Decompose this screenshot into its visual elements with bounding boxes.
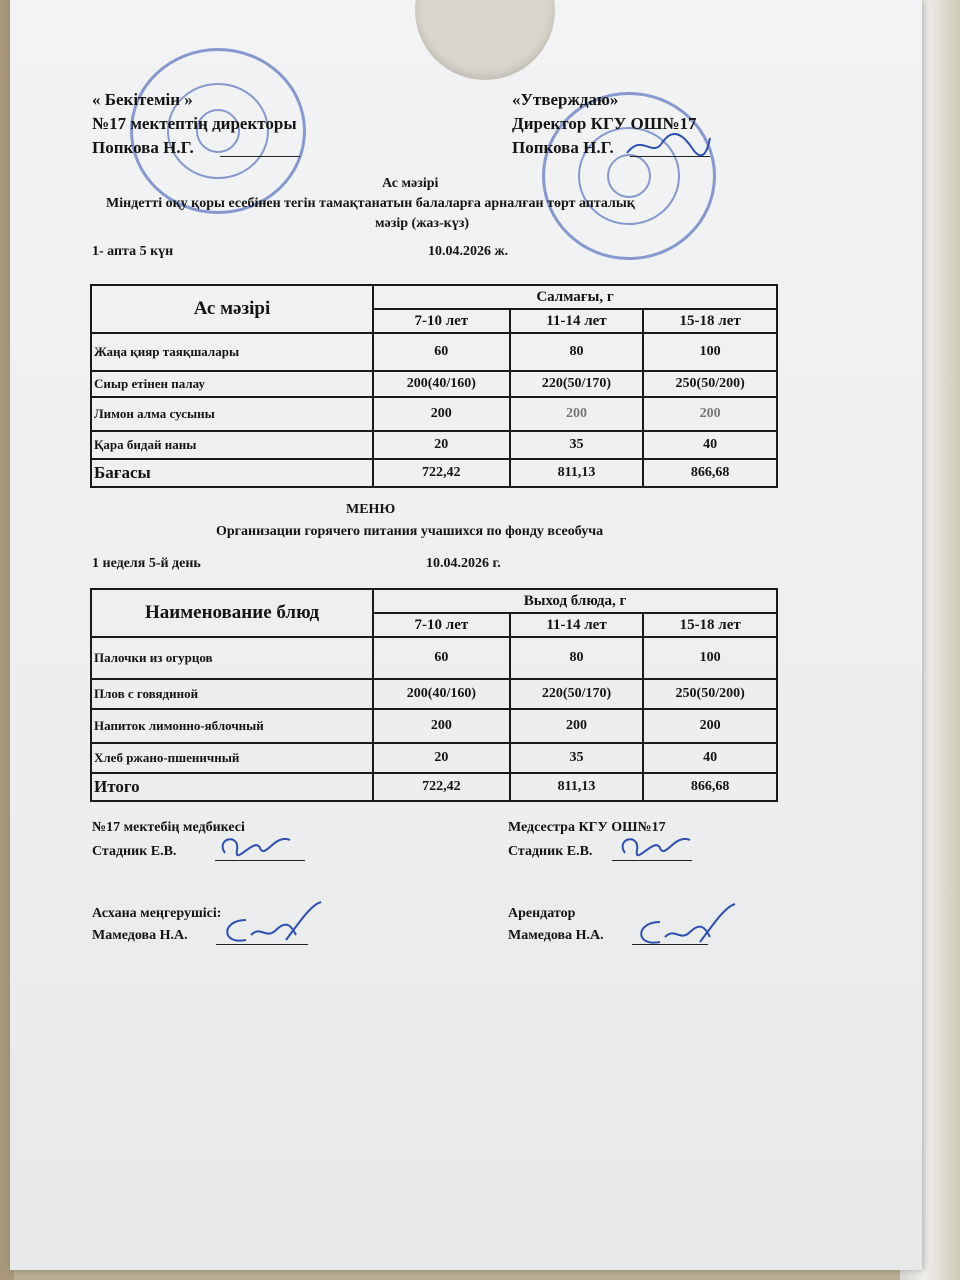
- canteen-ru-role: Арендатор: [508, 906, 576, 921]
- dish-value: 35: [510, 431, 644, 459]
- nurse-ru-name: Стадник Е.В.: [508, 844, 593, 859]
- ru-subtitle: Организации горячего питания учашихся по фонду всеобуча: [216, 524, 604, 539]
- approve-right: «Утверждаю»: [512, 90, 619, 109]
- dish-value: 200: [510, 709, 644, 743]
- ru-menu-table: [90, 588, 778, 802]
- nurse-ru-role: Медсестра КГУ ОШ№17: [508, 820, 666, 835]
- dish-name: Палочки из огурцов: [91, 637, 373, 679]
- dish-name: Қара бидай наны: [91, 431, 373, 459]
- age-header: 11-14 лет: [510, 309, 644, 333]
- ru-title: МЕНЮ: [346, 502, 396, 517]
- nurse-kz-role: №17 мектебің медбикесі: [92, 820, 245, 835]
- dish-value: 220(50/170): [510, 679, 644, 709]
- dish-name: Плов с говядиной: [91, 679, 373, 709]
- dish-value: 60: [373, 637, 510, 679]
- position-left: №17 мектептің директоры: [92, 114, 297, 133]
- ru-week: 1 неделя 5-й день: [92, 556, 201, 571]
- total-value: 866,68: [643, 773, 777, 801]
- dish-value: 200(40/160): [373, 371, 510, 397]
- canteen-kz-name: Мамедова Н.А.: [92, 928, 188, 943]
- total-row: [91, 459, 777, 487]
- table-row: [91, 371, 777, 397]
- table-row: [91, 397, 777, 431]
- nurse-signature: [215, 828, 295, 864]
- dish-value: 200: [643, 709, 777, 743]
- dish-value: 40: [643, 743, 777, 773]
- total-value: 811,13: [510, 459, 644, 487]
- dish-value: 20: [373, 431, 510, 459]
- kz-week: 1- апта 5 күн: [92, 244, 174, 259]
- nurse-kz-name: Стадник Е.В.: [92, 844, 177, 859]
- dish-name: Лимон алма сусыны: [91, 397, 373, 431]
- table-row: [91, 709, 777, 743]
- dish-value: 100: [643, 333, 777, 371]
- dish-value: 200: [643, 397, 777, 431]
- dish-name: Сиыр етінен палау: [91, 371, 373, 397]
- dish-value: 40: [643, 431, 777, 459]
- age-header: 15-18 лет: [643, 309, 777, 333]
- total-value: 722,42: [373, 459, 510, 487]
- age-header: 7-10 лет: [373, 309, 510, 333]
- canteen-kz-role: Асхана меңгерушісі:: [92, 906, 222, 921]
- col-dish-header: Наименование блюд: [91, 589, 373, 637]
- canteen-signature: [216, 900, 326, 950]
- dish-value: 200: [373, 709, 510, 743]
- sign-line: [220, 156, 300, 157]
- col-dish-header: Ас мәзірі: [91, 285, 373, 333]
- dish-value: 250(50/200): [643, 371, 777, 397]
- director-signature: [622, 128, 712, 164]
- canteen-signature: [630, 902, 740, 952]
- dish-value: 60: [373, 333, 510, 371]
- total-value: 722,42: [373, 773, 510, 801]
- total-value: 811,13: [510, 773, 644, 801]
- col-yield-header: Выход блюда, г: [373, 589, 777, 613]
- dish-value: 80: [510, 333, 644, 371]
- total-row: [91, 773, 777, 801]
- col-weight-header: Салмағы, г: [373, 285, 777, 309]
- table-row: [91, 679, 777, 709]
- menu-sheet: [10, 0, 922, 1270]
- table-row: [91, 431, 777, 459]
- dish-value: 200: [373, 397, 510, 431]
- canteen-ru-name: Мамедова Н.А.: [508, 928, 604, 943]
- kz-menu-table: [90, 284, 778, 488]
- dish-value: 35: [510, 743, 644, 773]
- dish-name: Хлеб ржано-пшеничный: [91, 743, 373, 773]
- dish-value: 100: [643, 637, 777, 679]
- ru-date: 10.04.2026 г.: [426, 556, 501, 571]
- age-header: 15-18 лет: [643, 613, 777, 637]
- dish-value: 200: [510, 397, 644, 431]
- dish-value: 20: [373, 743, 510, 773]
- age-header: 7-10 лет: [373, 613, 510, 637]
- kz-title: Ас мәзірі: [382, 176, 439, 191]
- sleeve-notch: [415, 0, 555, 80]
- kz-subtitle-1: Міндетті оқу қоры есебінен тегін тамақтанатын балаларға арналған төрт апталық: [106, 196, 635, 211]
- dish-value: 80: [510, 637, 644, 679]
- age-header: 11-14 лет: [510, 613, 644, 637]
- nurse-signature: [615, 828, 695, 864]
- dish-value: 250(50/200): [643, 679, 777, 709]
- position-right: Директор КГУ ОШ№17: [512, 114, 697, 133]
- dish-name: Напиток лимонно-яблочный: [91, 709, 373, 743]
- kz-date: 10.04.2026 ж.: [428, 244, 509, 259]
- approve-left: « Бекітемін »: [92, 90, 193, 109]
- dish-value: 200(40/160): [373, 679, 510, 709]
- total-label: Бағасы: [91, 459, 373, 487]
- table-row: [91, 333, 777, 371]
- total-value: 866,68: [643, 459, 777, 487]
- table-row: [91, 743, 777, 773]
- total-label: Итого: [91, 773, 373, 801]
- dish-name: Жаңа қияр таяқшалары: [91, 333, 373, 371]
- dish-value: 220(50/170): [510, 371, 644, 397]
- table-row: [91, 637, 777, 679]
- name-right: Попкова Н.Г.: [512, 138, 614, 157]
- kz-subtitle-2: мәзір (жаз-күз): [375, 216, 470, 231]
- name-left: Попкова Н.Г.: [92, 138, 194, 157]
